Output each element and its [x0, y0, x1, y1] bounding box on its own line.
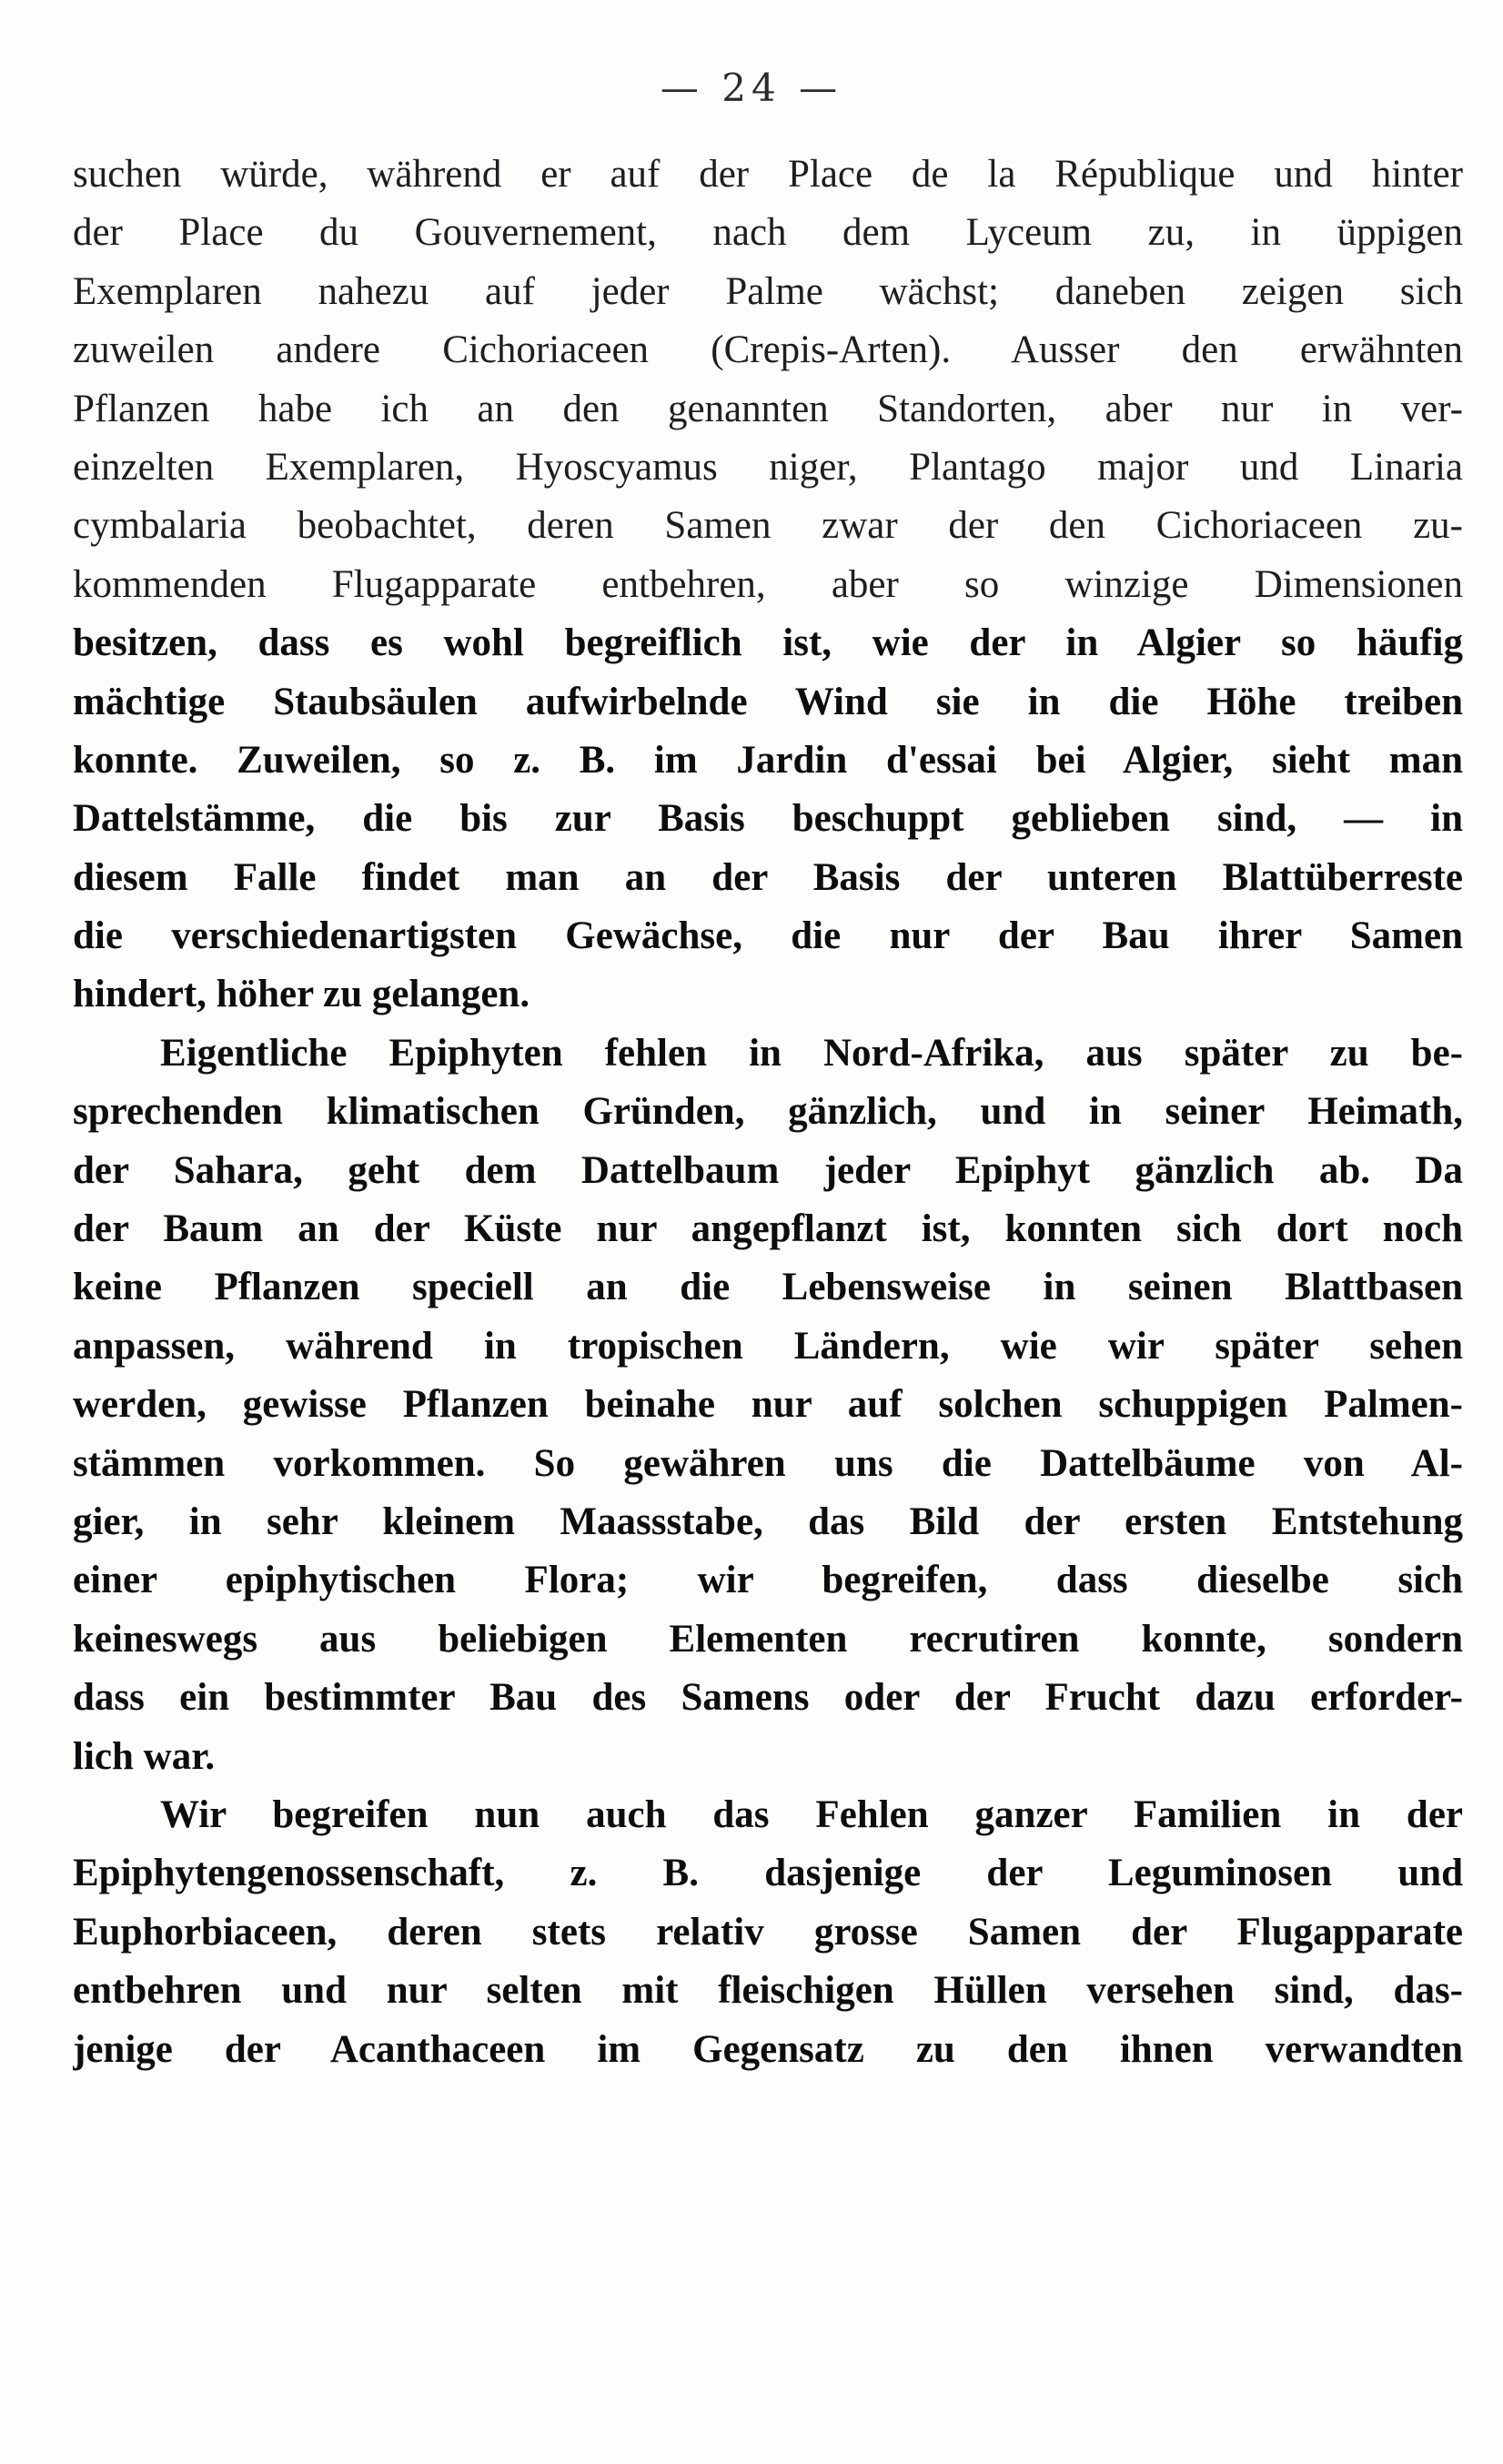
- text-line: besitzen, dass es wohl begreiflich ist, wie der in Algier so häufig: [73, 621, 1463, 665]
- text-line: keine Pflanzen speciell an die Lebensweise in seinen Blattbasen: [73, 1266, 1463, 1309]
- text-line: entbehren und nur selten mit fleischigen Hüllen versehen sind, das-: [73, 1969, 1463, 2013]
- text-line: der Sahara, geht dem Dattelbaum jeder Epiphyt gänzlich ab. Da: [73, 1148, 1463, 1192]
- text-line: kommenden Flugapparate entbehren, aber so winzige Dimensionen: [73, 562, 1463, 606]
- body-text: [73, 146, 1463, 2079]
- text-line: diesem Falle findet man an der Basis der unteren Blattüberreste: [73, 855, 1463, 899]
- text-line: werden, gewisse Pflanzen beinahe nur auf solchen schuppigen Palmen-: [73, 1383, 1463, 1427]
- text-line: Eigentliche Epiphyten fehlen in Nord-Afrika, aus später zu be-: [160, 1031, 1463, 1075]
- text-line: lich war.: [73, 1734, 216, 1778]
- text-line: Euphorbiaceen, deren stets relativ grosse Samen der Flugapparate: [73, 1910, 1463, 1954]
- text-line: Epiphytengenossenschaft, z. B. dasjenige der Leguminosen und: [73, 1852, 1463, 1895]
- text-line: sprechenden klimatischen Gründen, gänzlich, und in seiner Heimath,: [73, 1090, 1463, 1134]
- text-line: jenige der Acanthaceen im Gegensatz zu den ihnen verwandten: [73, 2027, 1463, 2071]
- text-line: gier, in sehr kleinem Maassstabe, das Bild der ersten Entstehung: [73, 1500, 1463, 1543]
- text-line: einzelten Exemplaren, Hyoscyamus niger, Plantago major und Linaria: [73, 445, 1463, 489]
- text-line: Dattelstämme, die bis zur Basis beschuppt geblieben sind, — in: [73, 797, 1463, 841]
- text-line: der Baum an der Küste nur angepflanzt ist, konnten sich dort noch: [73, 1207, 1463, 1251]
- text-line: keineswegs aus beliebigen Elementen recrutiren konnte, sondern: [73, 1617, 1463, 1661]
- text-line: Wir begreifen nun auch das Fehlen ganzer Familien in der: [160, 1792, 1463, 1836]
- text-line: die verschiedenartigsten Gewächse, die nur der Bau ihrer Samen: [73, 914, 1463, 958]
- text-line: einer epiphytischen Flora; wir begreifen, dass dieselbe sich: [73, 1559, 1463, 1602]
- text-line: Exemplaren nahezu auf jeder Palme wächst; daneben zeigen sich: [73, 269, 1463, 313]
- page-number: — 24 —: [660, 66, 843, 110]
- text-line: zuweilen andere Cichoriaceen (Crepis-Arten). Ausser den erwähnten: [73, 328, 1463, 372]
- text-line: konnte. Zuweilen, so z. B. im Jardin d'essai bei Algier, sieht man: [73, 738, 1463, 782]
- text-line: hindert, höher zu gelangen.: [73, 973, 530, 1016]
- text-line: stämmen vorkommen. So gewähren uns die Dattelbäume von Al-: [73, 1441, 1463, 1485]
- text-line: dass ein bestimmter Bau des Samens oder der Frucht dazu erforder-: [73, 1676, 1463, 1720]
- text-line: der Place du Gouvernement, nach dem Lyceum zu, in üppigen: [73, 211, 1463, 255]
- text-line: mächtige Staubsäulen aufwirbelnde Wind sie in die Höhe treiben: [73, 680, 1463, 723]
- text-line: cymbalaria beobachtet, deren Samen zwar der den Cichoriaceen zu-: [73, 504, 1463, 548]
- text-line: anpassen, während in tropischen Ländern, wie wir später sehen: [73, 1324, 1463, 1368]
- text-line: Pflanzen habe ich an den genannten Standorten, aber nur in ver-: [73, 387, 1463, 430]
- text-line: suchen würde, während er auf der Place de la République und hinter: [73, 153, 1463, 196]
